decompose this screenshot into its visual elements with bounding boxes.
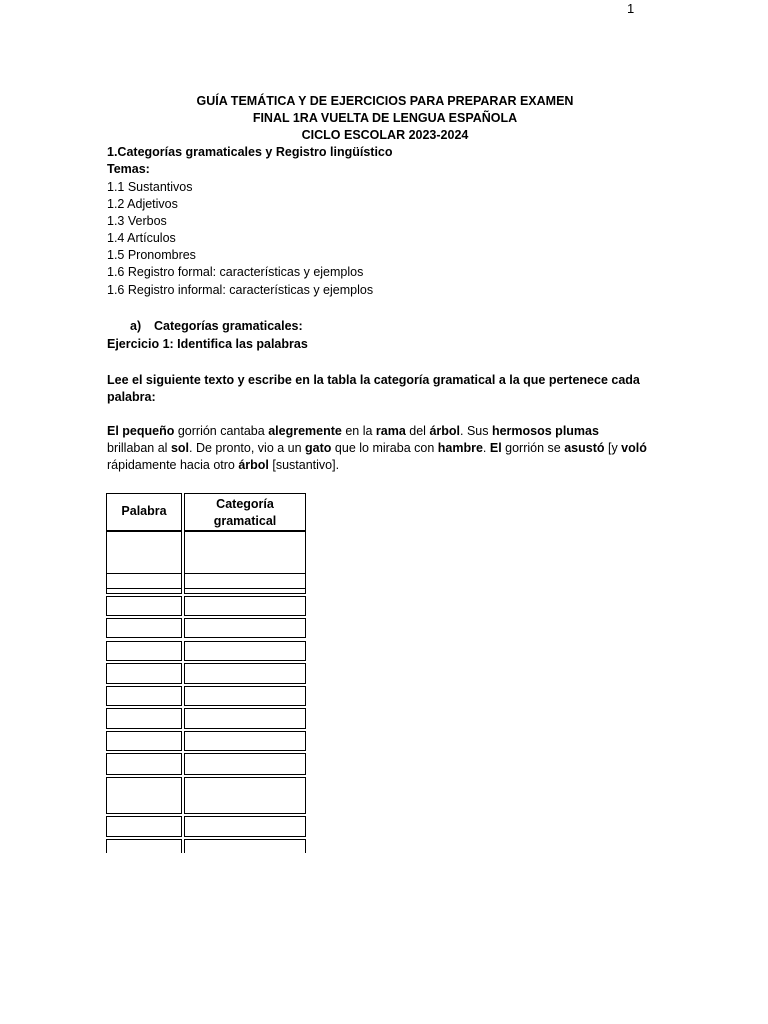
table-cell-categoria <box>184 816 306 837</box>
list-marker: a) <box>130 319 142 333</box>
title-line-3: CICLO ESCOLAR 2023-2024 <box>301 128 469 142</box>
table-header-palabra: Palabra <box>121 504 167 518</box>
table-cell-palabra <box>106 663 182 684</box>
table-cell-categoria <box>184 663 306 684</box>
table-cell-palabra <box>106 596 182 616</box>
answer-table <box>106 493 306 853</box>
table-cell-categoria <box>184 596 306 616</box>
table-cell-categoria <box>184 708 306 729</box>
table-cell-categoria <box>184 531 306 589</box>
highlighted-word: árbol <box>238 458 269 472</box>
highlighted-word: hambre <box>437 441 483 455</box>
table-cell-palabra <box>106 731 182 751</box>
paragraph-text: gorrión cantaba <box>174 424 269 438</box>
table-header-categoria: Categoría gramatical <box>213 497 277 528</box>
exercise-paragraph <box>107 423 647 474</box>
title-line-2: FINAL 1RA VUELTA DE LENGUA ESPAÑOLA <box>252 111 518 125</box>
table-cell-palabra <box>106 618 182 638</box>
table-cell-palabra <box>106 839 182 853</box>
paragraph-text: . De pronto, vio a un <box>189 441 306 455</box>
paragraph-text: . <box>482 441 490 455</box>
paragraph-text: gorrión se <box>501 441 565 455</box>
highlighted-word: El pequeño <box>107 424 175 438</box>
table-cell-categoria <box>184 731 306 751</box>
paragraph-text: [sustantivo]. <box>268 458 340 472</box>
topics-label: Temas: <box>107 162 150 176</box>
paragraph-text: [y <box>604 441 622 455</box>
document-title <box>170 93 600 144</box>
table-cell-categoria <box>184 618 306 638</box>
topic-item: 1.5 Pronombres <box>107 248 196 263</box>
highlighted-word: rama <box>375 424 406 438</box>
table-cell-palabra <box>106 777 182 814</box>
table-cell-categoria <box>184 641 306 661</box>
highlighted-word: alegremente <box>268 424 342 438</box>
paragraph-text: rápidamente hacia otro <box>107 458 239 472</box>
table-cell-palabra <box>106 753 182 775</box>
highlighted-word: voló <box>621 441 647 455</box>
topic-item: 1.3 Verbos <box>107 214 167 229</box>
table-cell-palabra <box>106 686 182 706</box>
paragraph-text: . Sus <box>460 424 492 438</box>
exercise-title: Ejercicio 1: Identifica las palabras <box>107 337 308 351</box>
highlighted-word: El <box>489 441 502 455</box>
paragraph-text: brillaban al <box>107 441 171 455</box>
highlighted-word: árbol <box>429 424 460 438</box>
highlighted-word: asustó <box>564 441 605 455</box>
highlighted-word: sol <box>170 441 189 455</box>
table-cell-palabra <box>106 641 182 661</box>
paragraph-text: en la <box>341 424 376 438</box>
topic-item: 1.6 Registro informal: características y ejemplos <box>107 282 374 297</box>
section-heading: 1.Categorías gramaticales y Registro lingüístico <box>107 145 393 159</box>
table-cell-categoria <box>184 777 306 814</box>
subsection-heading <box>130 319 303 333</box>
highlighted-word: gato <box>305 441 332 455</box>
table-cell-palabra <box>106 816 182 837</box>
table-cell-categoria <box>184 839 306 853</box>
table-cell-palabra <box>106 708 182 729</box>
topic-item: 1.4 Artículos <box>107 231 176 246</box>
topics-list <box>107 179 373 299</box>
topic-item: 1.1 Sustantivos <box>107 180 193 194</box>
title-line-1: GUÍA TEMÁTICA Y DE EJERCICIOS PARA PREPARAR EXAMEN <box>196 94 574 108</box>
paragraph-text: del <box>405 424 430 438</box>
paragraph-text: que lo miraba con <box>331 441 438 455</box>
table-cell-palabra <box>106 531 182 589</box>
highlighted-word: hermosos plumas <box>491 424 599 438</box>
subsection-title: Categorías gramaticales: <box>154 319 303 333</box>
topic-item: 1.6 Registro formal: características y ejemplos <box>107 265 364 280</box>
page-number: 1 <box>627 1 635 16</box>
table-cell-categoria <box>184 753 306 775</box>
exercise-instruction: Lee el siguiente texto y escribe en la tabla la categoría gramatical a la que pertenece cada palabra: <box>107 373 640 404</box>
topic-item: 1.2 Adjetivos <box>107 197 178 212</box>
table-cell-categoria <box>184 686 306 706</box>
